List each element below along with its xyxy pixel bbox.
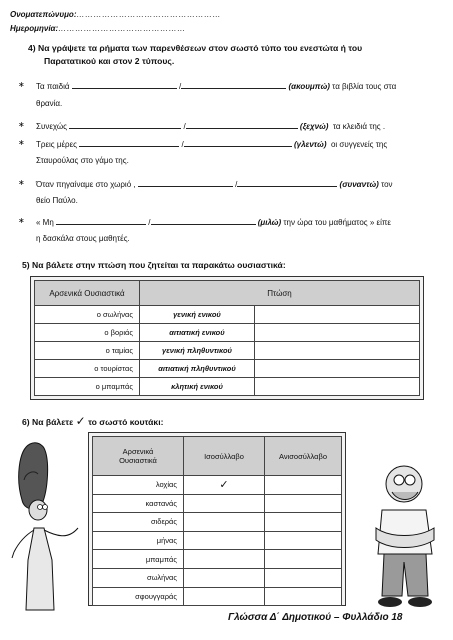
task4-item-5	[18, 216, 391, 227]
table-row	[93, 587, 342, 606]
bullet-icon: ∗	[18, 216, 25, 225]
bullet-icon: ∗	[18, 138, 25, 147]
case-cell: κλητική ενικού	[140, 378, 255, 396]
syllable-table	[92, 436, 342, 606]
item-continuation: η δασκάλα στους μαθητές.	[36, 234, 130, 243]
item-pre: « Μη	[36, 218, 54, 227]
table-row	[93, 568, 342, 587]
answer-blank[interactable]	[72, 80, 177, 89]
case-cell: γενική πληθυντικού	[140, 342, 255, 360]
table-row	[35, 324, 420, 342]
checkmark-icon: ✓	[75, 414, 86, 428]
noun-cell: μπαμπάς	[93, 550, 184, 569]
date-field[interactable]	[10, 24, 186, 33]
answer-cell[interactable]	[255, 342, 420, 360]
iso-checkbox[interactable]	[184, 587, 265, 606]
noun-cell: σφουγγαράς	[93, 587, 184, 606]
iso-checkbox[interactable]	[184, 494, 265, 513]
answer-cell[interactable]	[255, 360, 420, 378]
item-sep: /	[179, 82, 182, 91]
answer-blank[interactable]	[151, 216, 256, 225]
item-verb: (ακουμπώ)	[288, 82, 330, 91]
item-pre: Όταν πηγαίναμε στο χωριό ,	[36, 180, 136, 189]
item-post: τον	[381, 180, 393, 189]
answer-blank[interactable]	[79, 138, 179, 147]
item-continuation: θείο Παύλο.	[36, 196, 78, 205]
name-label: Ονοματεπώνυμο:	[10, 10, 77, 19]
man-cartoon-illustration	[364, 458, 448, 614]
answer-blank[interactable]	[181, 80, 286, 89]
item-verb: (γλεντώ)	[293, 140, 327, 149]
item-verb: (μιλώ)	[257, 218, 282, 227]
item-pre: Τα παιδιά	[36, 82, 70, 91]
bullet-icon: ∗	[18, 178, 25, 187]
item-post: την ώρα του μαθήματος » είπε	[283, 218, 391, 227]
aniso-checkbox[interactable]	[265, 494, 342, 513]
answer-blank[interactable]	[69, 120, 181, 129]
column-header: Ισοσύλλαβο	[184, 437, 265, 476]
table-row	[93, 494, 342, 513]
bullet-icon: ∗	[18, 120, 25, 129]
table-row	[93, 513, 342, 532]
item-post: οι συγγενείς της	[330, 140, 388, 149]
name-dots: ……………………………………………	[76, 10, 221, 19]
task6-title-post: το σωστό κουτάκι:	[88, 417, 164, 427]
table-row	[35, 342, 420, 360]
table-row	[35, 360, 420, 378]
answer-blank[interactable]	[56, 216, 146, 225]
item-sep: /	[235, 180, 238, 189]
column-header: Ανισοσύλλαβο	[265, 437, 342, 476]
answer-blank[interactable]	[184, 138, 292, 147]
table-row	[35, 306, 420, 324]
noun-cell: ο σωλήνας	[35, 306, 140, 324]
noun-cell: ο τουρίστας	[35, 360, 140, 378]
noun-cell: λοχίας	[93, 476, 184, 495]
iso-checkbox[interactable]	[184, 568, 265, 587]
answer-cell[interactable]	[255, 306, 420, 324]
noun-cell: ο μπαμπάς	[35, 378, 140, 396]
column-header	[93, 437, 184, 476]
bullet-icon: ∗	[18, 80, 25, 89]
iso-checkbox[interactable]	[184, 550, 265, 569]
item-post: τα κλειδιά της .	[332, 122, 386, 131]
iso-checkbox[interactable]	[184, 513, 265, 532]
aniso-checkbox[interactable]	[265, 476, 342, 495]
table-row	[93, 531, 342, 550]
item-sep: /	[148, 218, 151, 227]
case-cell: αιτιατική ενικού	[140, 324, 255, 342]
woman-cartoon-illustration	[8, 440, 88, 616]
date-label: Ημερομηνία:	[10, 24, 59, 33]
aniso-checkbox[interactable]	[265, 531, 342, 550]
column-header: Πτώση	[140, 281, 420, 306]
name-field[interactable]	[10, 10, 221, 19]
item-continuation: Σταυρούλας στο γάμο της.	[36, 156, 129, 165]
task4-title-line2: Παρατατικού και στον 2 τύπους.	[44, 56, 175, 66]
noun-cell: σωλήνας	[93, 568, 184, 587]
item-post: τα βιβλία τους στα	[332, 82, 397, 91]
iso-checkbox[interactable]	[184, 531, 265, 550]
noun-cell: μήνας	[93, 531, 184, 550]
task5-title: 5) Να βάλετε στην πτώση που ζητείται τα παρακάτω ουσιαστικά:	[22, 260, 286, 270]
aniso-checkbox[interactable]	[265, 568, 342, 587]
case-cell: αιτιατική πληθυντικού	[140, 360, 255, 378]
noun-cell: ο βοριάς	[35, 324, 140, 342]
case-cell: γενική ενικού	[140, 306, 255, 324]
item-pre: Συνεχώς	[36, 122, 67, 131]
noun-cell: ο ταμίας	[35, 342, 140, 360]
answer-cell[interactable]	[255, 378, 420, 396]
task6-title-pre: 6) Να βάλετε	[22, 417, 74, 427]
table-row	[35, 378, 420, 396]
item-sep: /	[181, 140, 184, 149]
task6-title	[22, 414, 163, 428]
aniso-checkbox[interactable]	[265, 587, 342, 606]
aniso-checkbox[interactable]	[265, 550, 342, 569]
task4-item-4	[18, 178, 393, 189]
task4-item-1	[18, 80, 397, 91]
item-sep: /	[183, 122, 186, 131]
iso-checkbox[interactable]: ✓	[184, 476, 265, 495]
case-table	[34, 280, 420, 396]
nouns-header-line2: Ουσιαστικά	[119, 456, 157, 465]
item-continuation: θρανία.	[36, 99, 63, 108]
task4-item-2	[18, 120, 386, 131]
nouns-header-line1: Αρσενικά	[122, 447, 154, 456]
answer-cell[interactable]	[255, 324, 420, 342]
item-verb: (συναντώ)	[339, 180, 379, 189]
item-verb: (ξεχνώ)	[299, 122, 329, 131]
task4-item-3	[18, 138, 388, 149]
task4-title-line1: 4) Να γράψετε τα ρήματα των παρενθέσεων στον σωστό τύπο του ενεστώτα ή του	[28, 43, 363, 53]
answer-blank[interactable]	[138, 178, 233, 187]
answer-blank[interactable]	[237, 178, 337, 187]
footer-text: Γλώσσα Δ΄ Δημοτικού – Φυλλάδιο 18	[228, 612, 403, 623]
aniso-checkbox[interactable]	[265, 513, 342, 532]
date-dots: ………………………………………	[58, 24, 186, 33]
noun-cell: καστανάς	[93, 494, 184, 513]
noun-cell: σιδεράς	[93, 513, 184, 532]
column-header: Αρσενικά Ουσιαστικά	[35, 281, 140, 306]
table-row	[93, 550, 342, 569]
table-row	[93, 476, 342, 495]
answer-blank[interactable]	[186, 120, 298, 129]
item-pre: Τρεις μέρες	[36, 140, 78, 149]
